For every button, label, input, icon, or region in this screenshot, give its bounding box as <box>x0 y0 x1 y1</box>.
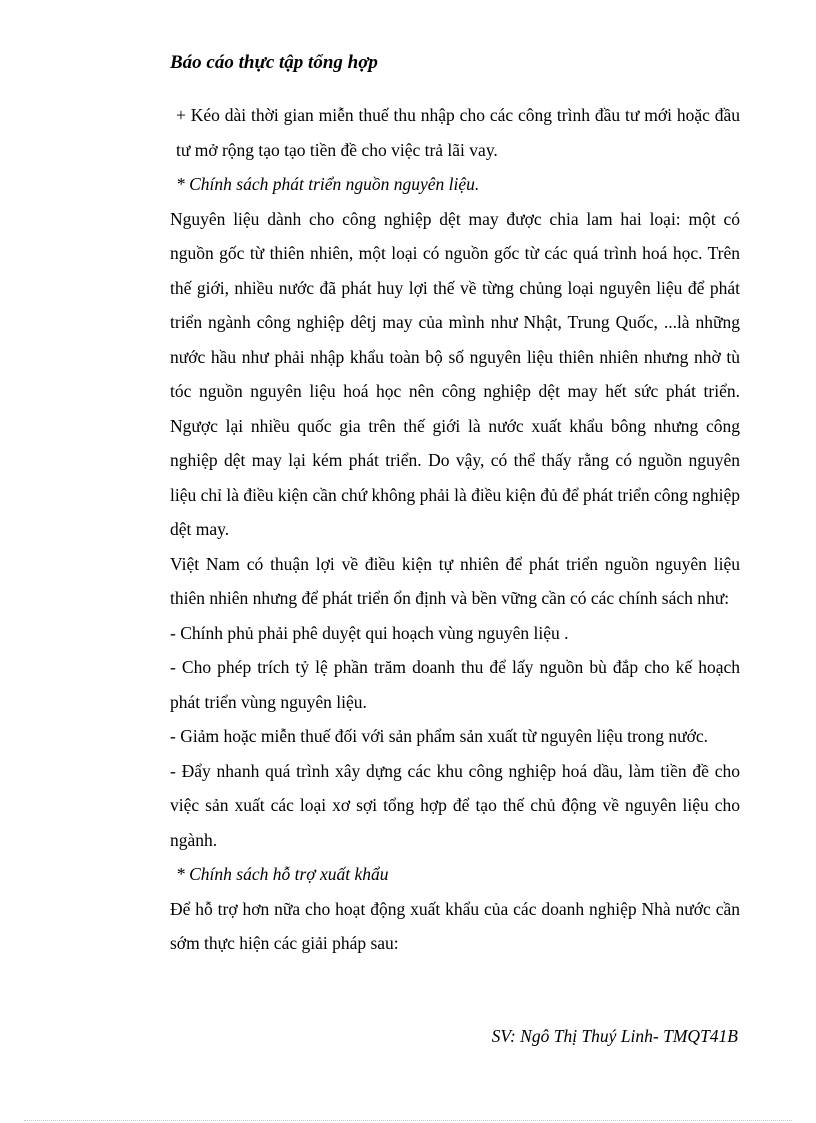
paragraph-export-support: Để hỗ trợ hơn nữa cho hoạt động xuất khẩu của các doanh nghiệp Nhà nước cần sớm thực hiện các giải pháp sau: <box>170 898 740 953</box>
body-text <box>170 98 740 961</box>
list-item-tax-reduction: - Giảm hoặc miễn thuế đối với sản phẩm sản xuất từ nguyên liệu trong nước. <box>170 726 709 746</box>
paragraph-vietnam-advantages: Việt Nam có thuận lợi về điều kiện tự nhiên để phát triển nguồn nguyên liệu thiên nhiên nhưng để phát triển ổn định và bền vững cần có các chính sách như: <box>170 553 740 608</box>
heading-raw-material-policy: * Chính sách phát triển nguồn nguyên liệu. <box>176 174 480 194</box>
author-signature: SV: Ngô Thị Thuý Linh- TMQT41B <box>491 1026 738 1046</box>
paragraph-tax-exemption: + Kéo dài thời gian miễn thuế thu nhập cho các công trình đầu tư mới hoặc đầu tư mở rộng tạo tạo tiền đề cho việc trả lãi vay. <box>176 105 740 160</box>
report-title: Báo cáo thực tập tổng hợp <box>170 52 378 73</box>
list-item-petrochemical-zones: - Đẩy nhanh quá trình xây dựng các khu công nghiệp hoá dầu, làm tiền đề cho việc sản xuất các loại xơ sợi tổng hợp để tạo thế chủ động về nguyên liệu cho ngành. <box>170 760 740 850</box>
paragraph-raw-material-types: Nguyên liệu dành cho công nghiệp dệt may được chia lam hai loại: một có nguồn gốc từ thiên nhiên, một loại có nguồn gốc từ các quá trình hoá học. Trên thế giới, nhiều nước đã phát huy lợi thế về từng chủng loại nguyên liệu để phát triển ngành công nghiệp dêtj may của mình như Nhật, Trung Quốc, ...là những nước hầu như phải nhập khẩu toàn bộ số nguyên liệu thiên nhiên nhưng nhờ tù tóc nguồn nguyên liệu hoá học nên công nghiệp dệt may hết sức phát triển. Ngược lại nhiều quốc gia trên thế giới là nước xuất khẩu bông nhưng công nghiệp dệt may lại kém phát triển. Do vậy, có thể thấy rằng có nguồn nguyên liệu chỉ là điều kiện cần chứ không phải là điều kiện đủ để phát triển công nghiệp dệt may. <box>170 208 740 539</box>
list-item-revenue-percentage: - Cho phép trích tỷ lệ phần trăm doanh thu để lấy nguồn bù đắp cho kế hoạch phát triển vùng nguyên liệu. <box>170 657 740 712</box>
page-bottom-divider <box>24 1120 792 1121</box>
list-item-planning: - Chính phủ phải phê duyệt qui hoạch vùng nguyên liệu . <box>170 622 569 643</box>
heading-export-support-policy: * Chính sách hỗ trợ xuất khẩu <box>176 864 389 884</box>
